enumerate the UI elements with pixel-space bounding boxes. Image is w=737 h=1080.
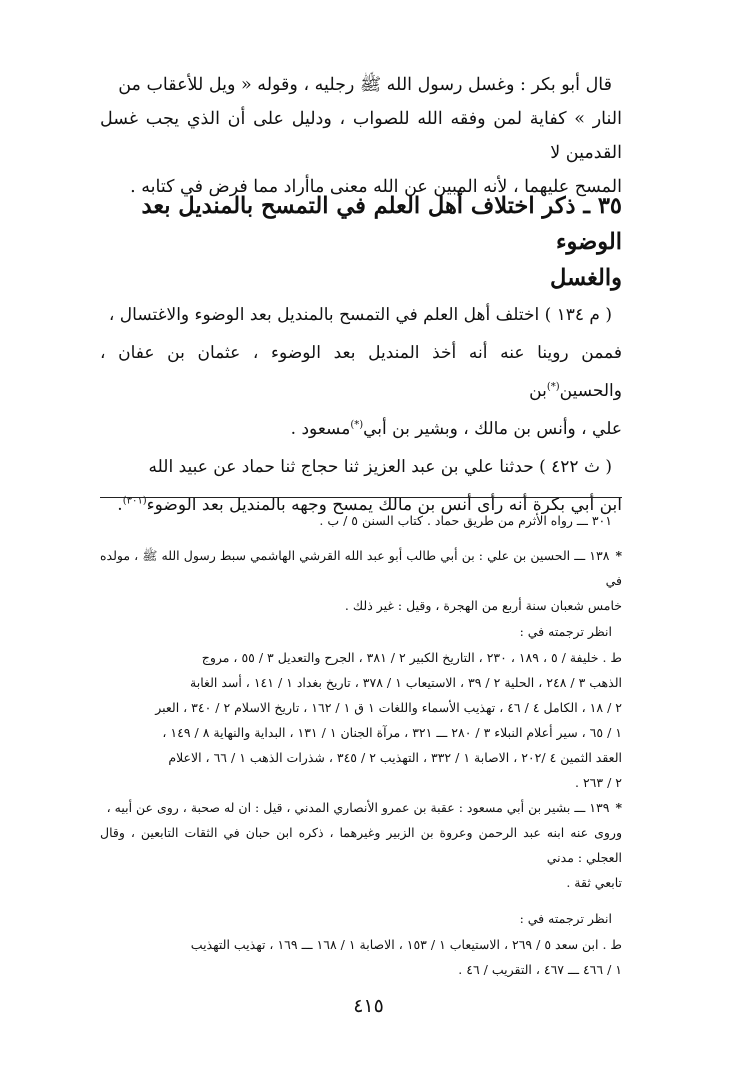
text-line: قال أبو بكر : وغسل رسول الله ﷺ رجليه ، وقوله « ويل للأعقاب من [118, 75, 612, 95]
body-text [100, 296, 622, 524]
ref-line: ٢ / ١٨ ، الكامل ٤ / ٤٦ ، تهذيب الأسماء واللغات ١ ق ١ / ١٦٢ ، تاريخ الاسلام ٢ / ٣٤٠ ، العبر [155, 700, 622, 715]
footnote-divider [100, 497, 622, 498]
text-span: . [117, 495, 123, 515]
spacer [100, 895, 622, 905]
text-line [100, 334, 622, 410]
ref-line: الذهب ٣ / ٢٤٨ ، الحلية ٢ / ٣٩ ، الاستيعاب ١ / ٣٧٨ ، تاريخ بغداد ١ / ١٤١ ، أسد الغابة [190, 675, 622, 690]
text-span: ١٣٩ ـــ بشير بن أبي مسعود : عقبة بن عمرو الأنصاري المدني ، قيل : ان له صحبة ، روى عن أبيه ، [106, 800, 610, 815]
text-span: علي ، وأنس بن مالك ، وبشير بن أبي [363, 419, 622, 439]
ref-line: ٢ / ٢٦٣ . [575, 775, 622, 790]
heading-line: والغسل [550, 265, 622, 291]
footnote-reference: (٣٠١) [122, 495, 147, 507]
ref-line: ط . خليفة / ٥ ، ١٨٩ ، ٢٣٠ ، التاريخ الكبير ٢ / ٣٨١ ، الجرح والتعديل ٣ / ٥٥ ، مروج [201, 650, 622, 665]
text-span: بن [529, 381, 547, 401]
text-line: المسح عليهما ، لأنه المبين عن الله معنى ماأراد مما فرض في كتابه . [130, 177, 622, 197]
footnote [100, 508, 622, 534]
ref-line: ط . ابن سعد ٥ / ٢٦٩ ، الاستيعاب ١ / ١٥٣ ، الاصابة ١ / ١٦٨ ـــ ١٦٩ ، تهذيب التهذيب [190, 937, 622, 952]
text-span: ١٣٨ ـــ الحسين بن علي : بن أبي طالب أبو عبد الله القرشي الهاشمي سبط رسول الله ﷺ ، مولده في [100, 548, 622, 588]
biographies [100, 543, 622, 982]
bio-line [100, 543, 622, 593]
ref-line: العقد الثمين ٤ /٢٠٢ ، الاصابة ١ / ٣٣٢ ، التهذيب ٢ / ٣٤٥ ، شذرات الذهب ١ / ٦٦ ، الاعلام [168, 750, 622, 765]
note-marker: (*) [546, 381, 560, 393]
main-text [100, 68, 622, 204]
asterisk-mark: * [615, 800, 622, 815]
bio-line: خامس شعبان سنة أربع من الهجرة ، وقيل : غير ذلك . [344, 598, 622, 613]
text-line [100, 410, 622, 448]
ref-line: ١ / ٤٦٦ ـــ ٤٦٧ ، التقريب / ٤٦ . [458, 962, 622, 977]
see-label: انظر ترجمته في : [519, 624, 612, 639]
see-label: انظر ترجمته في : [519, 911, 612, 926]
text-line: ( م ١٣٤ ) اختلف أهل العلم في التمسح بالمنديل بعد الوضوء والاغتسال ، [108, 305, 612, 325]
page-number: ٤١٥ [353, 995, 384, 1017]
ref-line: ١ / ٦٥ ، سير أعلام النبلاء ٣ / ٢٨٠ ـــ ٣٢١ ، مرآة الجنان ١ / ١٣١ ، البداية والنهاية ٨ / ١٤٩ ، [162, 725, 622, 740]
text-line: النار » كفاية لمن وفقه الله للصواب ، ودليل على أن الذي يجب غسل القدمين لا [100, 109, 622, 163]
text-span: فممن روينا عنه أنه أخذ المنديل بعد الوضوء ، عثمان بن عفان ، والحسين [100, 343, 622, 401]
bio-line [100, 795, 622, 820]
text-span: ابن أبي بكرة أنه رأى أنس بن مالك يمسح وجهه بالمنديل بعد الوضوء [146, 495, 622, 515]
text-span: مسعود . [290, 419, 351, 439]
section-heading [100, 188, 622, 296]
footnote-text: ٣٠١ ـــ رواه الأثرم من طريق حماد . كتاب السنن ٥ / ب . [319, 513, 612, 528]
bio-line: وروى عنه ابنه عبد الرحمن وعروة بن الزبير وغيرهما ، ذكره ابن حبان في الثقات التابعين ، وقال العجلي : مدني [100, 825, 622, 865]
heading-line: ٣٥ ـ ذكر اختلاف أهل العلم في التمسح بالمنديل بعد الوضوء [141, 193, 622, 255]
asterisk-mark: * [615, 548, 622, 563]
bio-line: تابعي ثقة . [566, 875, 622, 890]
note-marker: (*) [350, 419, 364, 431]
text-line: ( ث ٤٢٢ ) حدثنا علي بن عبد العزيز ثنا حجاج ثنا حماد عن عبيد الله [148, 457, 612, 477]
